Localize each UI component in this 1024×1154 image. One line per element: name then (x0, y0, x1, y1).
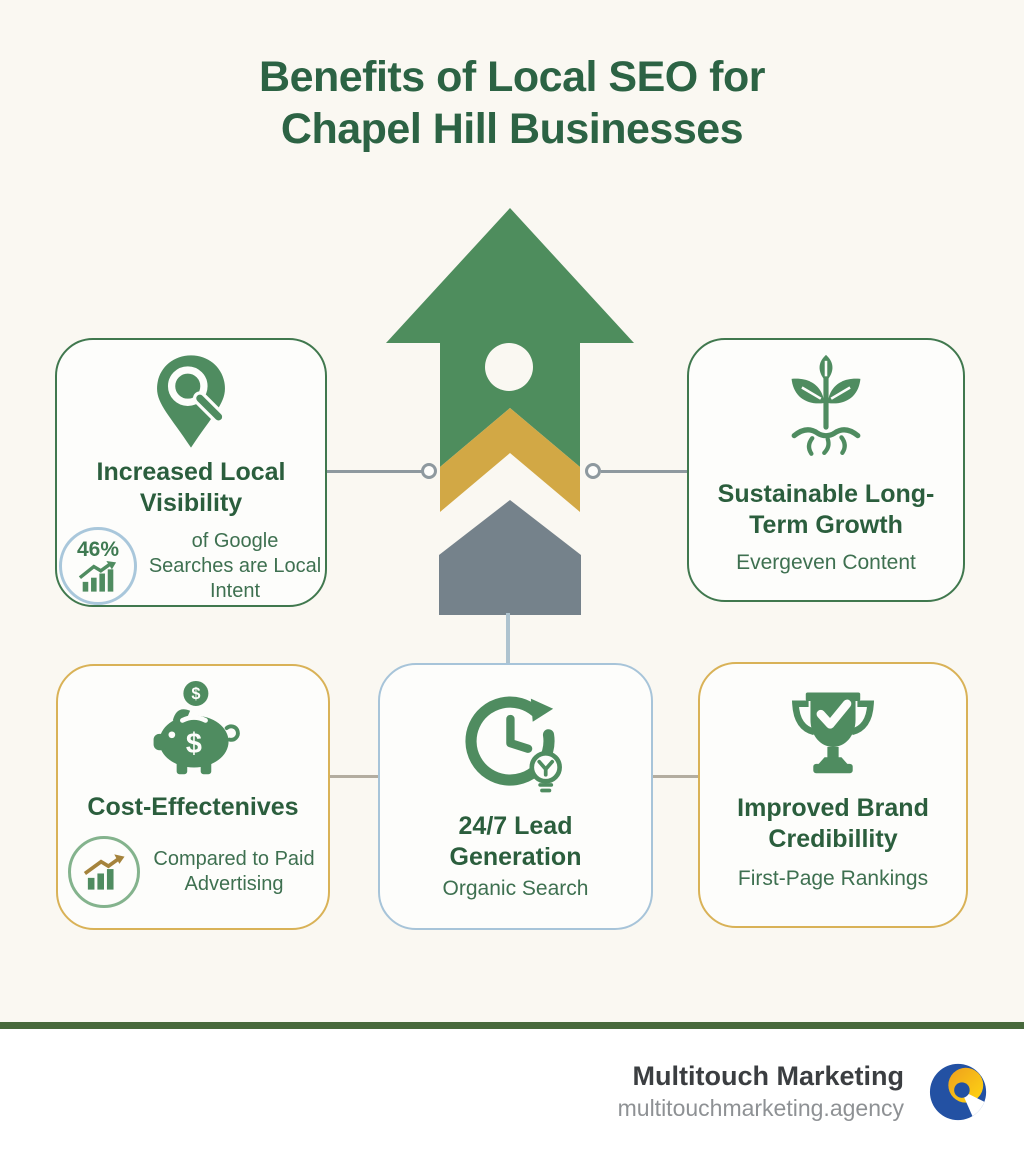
piggy-bank-icon (140, 680, 246, 780)
stat-text: Compared to Paid Advertising (153, 847, 315, 895)
stat-row (68, 836, 318, 908)
stat-text: of Google Searches are Local Intent (148, 529, 322, 602)
card-sustainable-growth (687, 338, 965, 602)
growth-chart-icon (82, 854, 126, 890)
card-title: Sustainable Long-Term Growth (717, 480, 935, 539)
connector-left-node (421, 463, 437, 479)
stat-value: 46% (76, 538, 120, 561)
connector-right-line (601, 470, 688, 473)
card-brand-credibility (698, 662, 968, 928)
up-arrow-icon (380, 200, 640, 620)
card-cost-effectiveness (56, 664, 330, 930)
footer (0, 1029, 1024, 1154)
brand-domain: multitouchmarketing.agency (617, 1094, 904, 1121)
connector-bottom-right-line (653, 775, 699, 778)
connector-right-node (585, 463, 601, 479)
svg-text:$: $ (191, 685, 201, 704)
chart-badge (68, 836, 140, 908)
multitouch-logo-icon (928, 1061, 990, 1123)
stat-badge (59, 527, 137, 605)
card-increased-local-visibility (55, 338, 327, 607)
growth-arrow-graphic (380, 200, 640, 620)
connector-bottom-left-line (330, 775, 378, 778)
card-subtitle: Evergeven Content (736, 551, 916, 574)
svg-text:$: $ (185, 728, 202, 761)
connector-center-vertical-line (506, 613, 510, 664)
trophy-check-icon (786, 685, 880, 777)
connector-left-line (327, 470, 423, 473)
card-subtitle: First-Page Rankings (737, 867, 929, 890)
page-title-line2: Chapel Hill Businesses (280, 104, 744, 153)
footer-divider (0, 1022, 1024, 1029)
card-title: Increased Local Visibility (96, 458, 286, 517)
card-title: Improved Brand Credibillity (737, 794, 929, 853)
page-title (0, 52, 1024, 155)
growth-chart-icon (77, 561, 119, 593)
brand-name: Multitouch Marketing (632, 1060, 904, 1091)
sprout-roots-icon (783, 353, 869, 465)
card-lead-generation (378, 663, 653, 930)
page-title-line1: Benefits of Local SEO for (259, 53, 765, 101)
card-title: Cost-Effectenives (87, 793, 299, 821)
footer-brand-block (618, 1061, 904, 1123)
card-title: 24/7 Lead Generation (449, 812, 582, 871)
clock-refresh-bulb-icon (458, 693, 574, 797)
card-subtitle: Organic Search (442, 877, 589, 900)
stat-row (59, 527, 323, 605)
map-pin-search-icon (147, 353, 235, 450)
